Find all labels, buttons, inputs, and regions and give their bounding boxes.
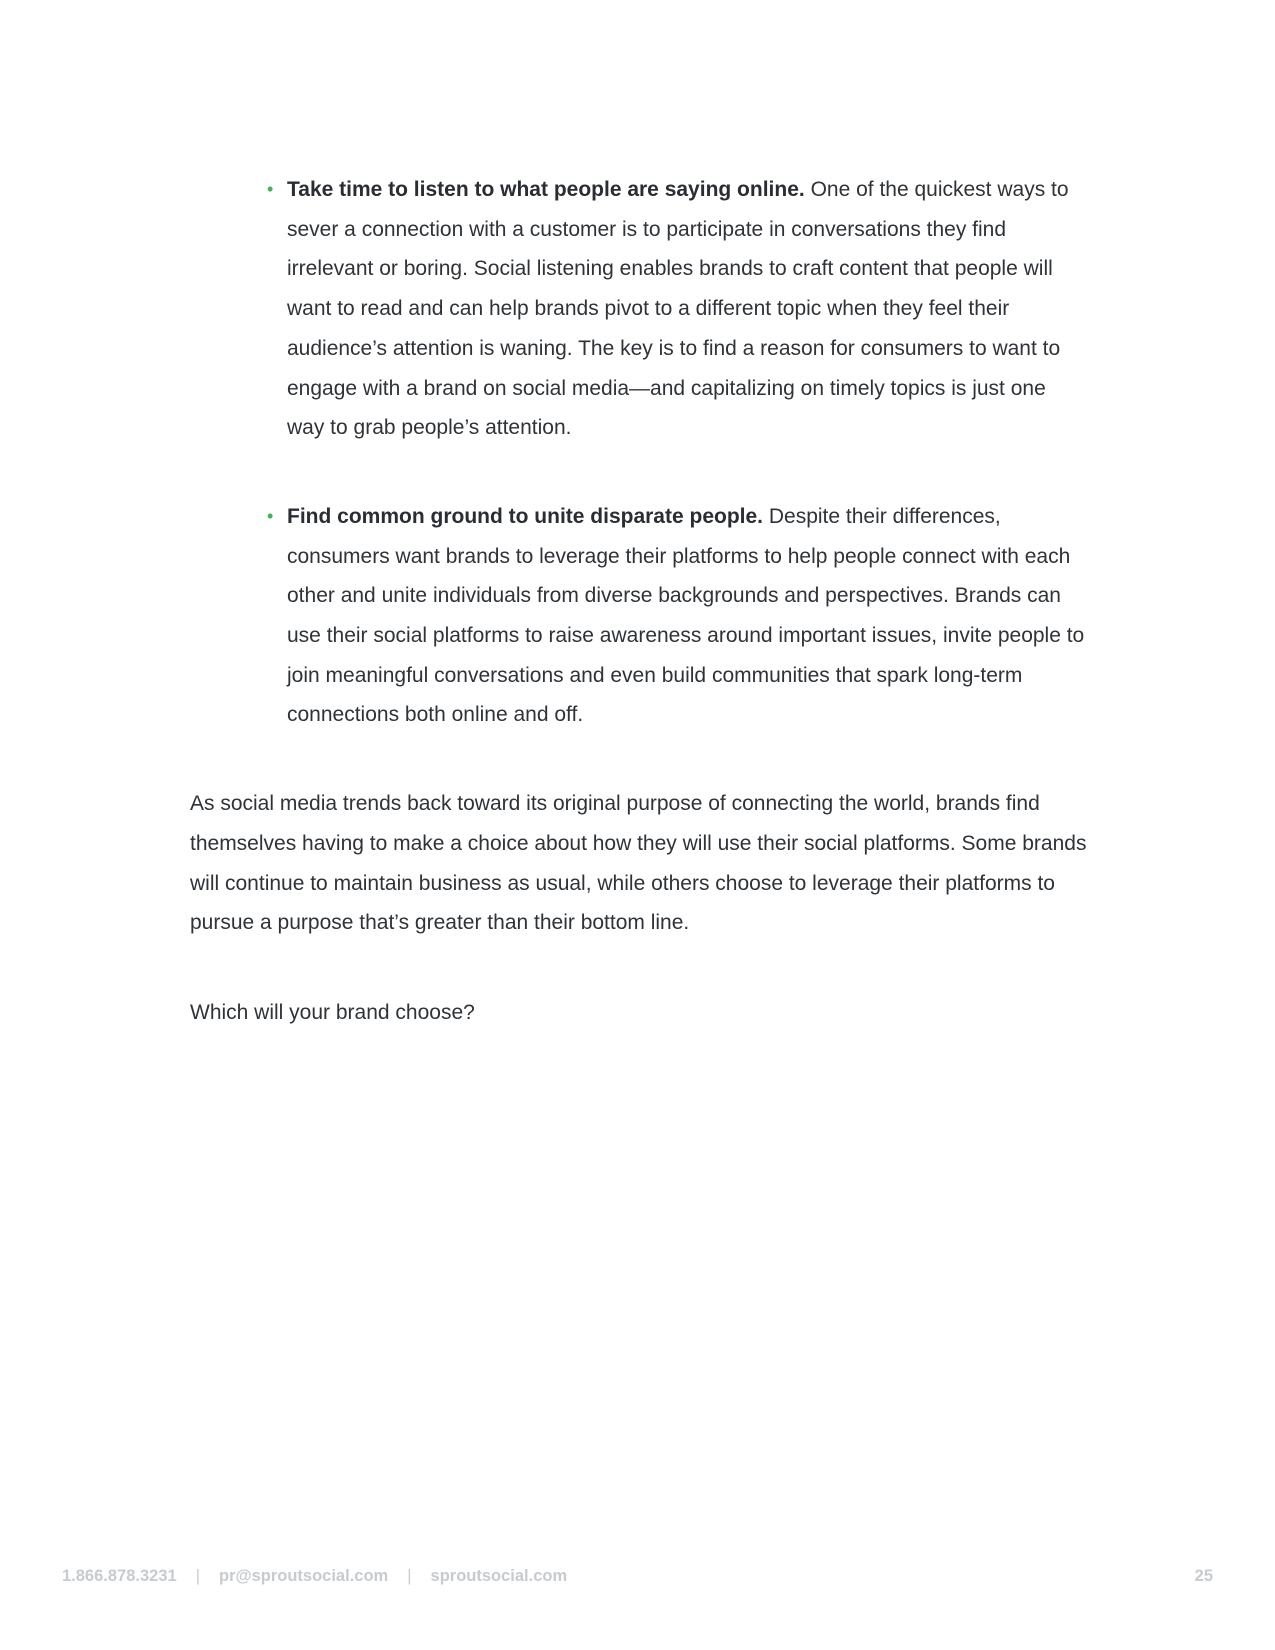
bullet-heading: Find common ground to unite disparate people. [287,504,764,528]
footer-separator: | [195,1567,200,1585]
page-number: 25 [1194,1567,1213,1585]
bullet-item-listen [267,170,1087,448]
bullet-body: Despite their differences, consumers want brands to leverage their platforms to help people connect with each other and unite individuals from diverse backgrounds and perspectives. Brands can use their social platforms to raise awareness around important issues, invite people to join meaningful conversations and even build communities that spark long-term connections both online and off. [287,504,1085,727]
footer-phone[interactable]: 1.866.878.3231 [62,1567,177,1585]
bullet-heading: Take time to listen to what people are saying online. [287,178,805,201]
bullet-body: One of the quickest ways to sever a connection with a customer is to participate in conversations they find irrelevant or boring. Social listening enables brands to craft content that people will want to read and can help brands pivot to a different topic when they feel their audience’s attention is waning. The key is to find a reason for consumers to want to engage with a brand on social media—and capitalizing on timely topics is just one way to grab people’s attention. [287,178,1069,440]
closing-question: Which will your brand choose? [190,1000,475,1024]
bullet-dot-icon: • [267,179,274,199]
footer-separator: | [407,1567,412,1585]
closing-paragraph: As social media trends back toward its original purpose of connecting the world, brands find themselves having to make a choice about how they will use their social platforms. Some brands will continue to maintain business as usual, while others choose to leverage their platforms to pursue a purpose that’s greater than their bottom line. [190,792,1087,935]
page-footer [62,1567,1213,1586]
bullet-dot-icon: • [267,505,274,526]
footer-email-link[interactable]: pr@sproutsocial.com [219,1567,389,1585]
footer-website-link[interactable]: sproutsocial.com [430,1567,568,1585]
page-content [190,170,1090,1033]
bullet-list [190,170,1090,735]
bullet-item-common-ground [267,497,1087,735]
footer-contact [62,1567,567,1586]
